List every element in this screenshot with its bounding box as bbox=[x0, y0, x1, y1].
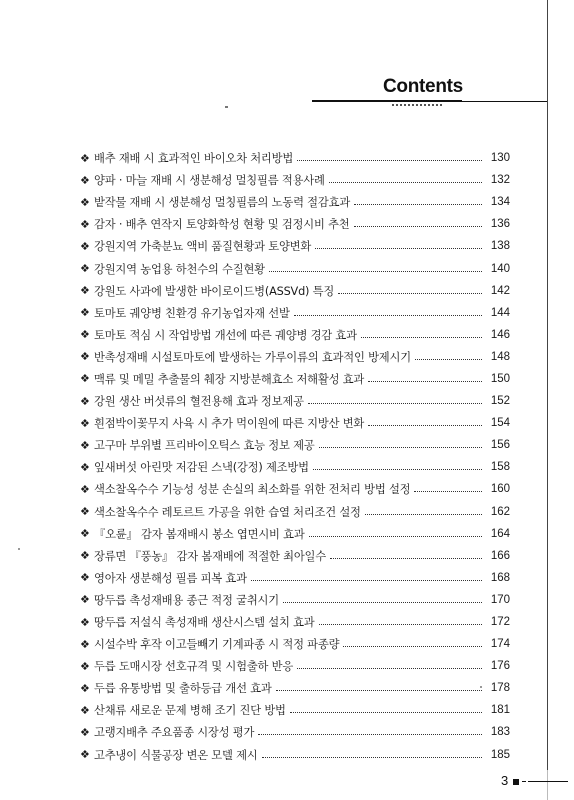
toc-entry-page: 134 bbox=[490, 196, 510, 209]
dot-leader bbox=[365, 514, 482, 515]
dot-leader bbox=[294, 315, 482, 316]
toc-entry-title: 맥류 및 메밀 추출물의 췌장 지방분해효소 저해활성 효과 bbox=[94, 372, 365, 386]
dot-leader bbox=[354, 204, 482, 205]
diamond-bullet-icon: ❖ bbox=[80, 195, 90, 209]
toc-entry-title: 영아자 생분해성 필름 피복 효과 bbox=[94, 571, 247, 585]
toc-entry-title: 흰점박이꽃무지 사육 시 추가 먹이원에 따른 지방산 변화 bbox=[94, 417, 365, 431]
toc-entry-page: 166 bbox=[490, 549, 510, 562]
toc-entry bbox=[80, 721, 510, 743]
toc-entry-page: 152 bbox=[490, 395, 510, 408]
toc-entry-page: 156 bbox=[490, 439, 510, 452]
dot-leader bbox=[258, 734, 482, 735]
toc-entry bbox=[80, 478, 510, 500]
toc-entry-title: 색소찰옥수수 기능성 성분 손실의 최소화를 위한 전처리 방법 설정 bbox=[94, 483, 411, 497]
toc-entry-title: 산채류 새로운 문제 병해 조기 진단 방법 bbox=[94, 704, 286, 718]
toc-entry bbox=[80, 412, 510, 434]
toc-entry-title: 장류면 『풍농』 감자 봄재배에 적절한 최아일수 bbox=[94, 549, 326, 563]
diamond-bullet-icon: ❖ bbox=[80, 372, 90, 386]
dot-leader bbox=[338, 293, 482, 294]
diamond-bullet-icon: ❖ bbox=[80, 748, 90, 762]
diamond-bullet-icon: ❖ bbox=[80, 284, 90, 298]
toc-entry bbox=[80, 501, 510, 523]
toc-entry bbox=[80, 324, 510, 346]
title-dotted-ornament bbox=[392, 104, 442, 108]
toc-entry-title: 양파 · 마늘 재배 시 생분해성 멀칭필름 적용사례 bbox=[94, 174, 325, 188]
toc-entry-title: 땅두릅 촉성재배용 종근 적정 굴취시기 bbox=[94, 593, 279, 607]
toc-entry bbox=[80, 147, 510, 169]
toc-entry-page: 178 bbox=[490, 682, 510, 695]
toc-entry bbox=[80, 346, 510, 368]
diamond-bullet-icon: ❖ bbox=[80, 328, 90, 342]
diamond-bullet-icon: ❖ bbox=[80, 151, 90, 165]
toc-entry bbox=[80, 434, 510, 456]
toc-entry bbox=[80, 390, 510, 412]
toc-entry-page: 132 bbox=[490, 174, 510, 187]
scan-speck bbox=[18, 548, 20, 550]
dot-leader bbox=[290, 712, 482, 713]
dot-leader bbox=[415, 359, 482, 360]
dot-leader bbox=[262, 757, 482, 758]
toc-entry-title: 강원 생산 버섯류의 혈전용해 효과 정보제공 bbox=[94, 395, 304, 409]
toc-entry-page: 168 bbox=[490, 571, 510, 584]
dot-leader bbox=[309, 536, 482, 537]
diamond-bullet-icon: ❖ bbox=[80, 217, 90, 231]
dot-leader bbox=[297, 160, 482, 161]
dot-leader bbox=[283, 602, 482, 603]
diamond-bullet-icon: ❖ bbox=[80, 725, 90, 739]
diamond-bullet-icon: ❖ bbox=[80, 637, 90, 651]
toc-entry-title: 시설수박 후작 이고들빼기 기계파종 시 적정 파종량 bbox=[94, 638, 340, 652]
dot-leader bbox=[319, 624, 483, 625]
dot-leader bbox=[269, 271, 482, 272]
toc-entry-title: 고구마 부위별 프리바이오틱스 효능 정보 제공 bbox=[94, 439, 315, 453]
dot-leader bbox=[330, 558, 482, 559]
title-underline bbox=[312, 100, 462, 102]
diamond-bullet-icon: ❖ bbox=[80, 350, 90, 364]
toc-entry-page: 140 bbox=[490, 262, 510, 275]
toc-entry-page: 164 bbox=[490, 527, 510, 540]
toc-entry bbox=[80, 677, 510, 699]
dot-leader bbox=[313, 469, 482, 470]
footer-square-mark bbox=[513, 779, 519, 785]
toc-entry-page: 160 bbox=[490, 483, 510, 496]
toc-entry-title: 땅두릅 저설식 촉성재배 생산시스템 설치 효과 bbox=[94, 616, 315, 630]
toc-entry bbox=[80, 633, 510, 655]
diamond-bullet-icon: ❖ bbox=[80, 460, 90, 474]
toc-entry-title: 잎새버섯 아린맛 저감된 스낵(강정) 제조방법 bbox=[94, 461, 309, 475]
toc-entry-page: 136 bbox=[490, 218, 510, 231]
toc-entry-page: 130 bbox=[490, 152, 510, 165]
toc-entry-page: 144 bbox=[490, 306, 510, 319]
dot-leader bbox=[368, 425, 482, 426]
toc-entry-title: 토마토 궤양병 친환경 유기농업자재 선발 bbox=[94, 306, 290, 320]
toc-entry-page: 172 bbox=[490, 616, 510, 629]
diamond-bullet-icon: ❖ bbox=[80, 703, 90, 717]
diamond-bullet-icon: ❖ bbox=[80, 505, 90, 519]
title-underline-extension bbox=[462, 101, 547, 102]
diamond-bullet-icon: ❖ bbox=[80, 659, 90, 673]
right-edge-rule-faint bbox=[547, 770, 548, 800]
toc-entry bbox=[80, 655, 510, 677]
toc-entry-title: 밭작물 재배 시 생분해성 멀칭필름의 노동력 절감효과 bbox=[94, 196, 351, 210]
dot-leader bbox=[315, 248, 482, 249]
dot-leader bbox=[319, 447, 483, 448]
dot-leader bbox=[361, 337, 482, 338]
toc-entry bbox=[80, 611, 510, 633]
diamond-bullet-icon: ❖ bbox=[80, 615, 90, 629]
toc-entry-page: 158 bbox=[490, 461, 510, 474]
toc-entry bbox=[80, 523, 510, 545]
footer-tick bbox=[522, 781, 526, 782]
toc-entry bbox=[80, 302, 510, 324]
dot-leader bbox=[251, 580, 482, 581]
dot-leader bbox=[308, 403, 482, 404]
toc-entry-title: 반촉성재배 시설토마토에 발생하는 가루이류의 효과적인 방제시기 bbox=[94, 350, 411, 364]
toc-entry-page: 181 bbox=[490, 704, 510, 717]
toc-entry-title: 고추냉이 식물공장 변온 모델 제시 bbox=[94, 748, 258, 762]
toc-entry bbox=[80, 213, 510, 235]
diamond-bullet-icon: ❖ bbox=[80, 262, 90, 276]
toc-entry-page: 183 bbox=[490, 726, 510, 739]
scan-speck bbox=[480, 686, 482, 688]
toc-entry-title: 색소찰옥수수 레토르트 가공을 위한 습열 처리조건 설정 bbox=[94, 505, 361, 519]
toc-entry-title: 강원지역 가축분뇨 액비 품질현황과 토양변화 bbox=[94, 240, 312, 254]
dot-leader bbox=[414, 491, 482, 492]
toc-entry-page: 142 bbox=[490, 284, 510, 297]
toc-entry-title: 두릅 유통방법 및 출하등급 개선 효과 bbox=[94, 682, 272, 696]
toc-entry bbox=[80, 257, 510, 279]
toc-entry-page: 138 bbox=[490, 240, 510, 253]
toc-entry-page: 162 bbox=[490, 505, 510, 518]
diamond-bullet-icon: ❖ bbox=[80, 173, 90, 187]
diamond-bullet-icon: ❖ bbox=[80, 549, 90, 563]
toc-entry-page: 150 bbox=[490, 372, 510, 385]
toc-entry-page: 185 bbox=[490, 748, 510, 761]
toc-entry-title: 고랭지배추 주요품종 시장성 평가 bbox=[94, 726, 255, 740]
page-title: Contents bbox=[383, 76, 463, 97]
toc-entry bbox=[80, 744, 510, 766]
toc-entry-title: 토마토 적심 시 작업방법 개선에 따른 궤양병 경감 효과 bbox=[94, 328, 357, 342]
toc-entry bbox=[80, 545, 510, 567]
toc-entry bbox=[80, 191, 510, 213]
toc-entry-title: 강원지역 농업용 하천수의 수질현황 bbox=[94, 262, 265, 276]
toc-entry-title: 감자 · 배추 연작지 토양화학성 현황 및 검정시비 추천 bbox=[94, 218, 350, 232]
toc-entry bbox=[80, 368, 510, 390]
diamond-bullet-icon: ❖ bbox=[80, 571, 90, 585]
toc-entry-title: 두릅 도매시장 선호규격 및 시험출하 반응 bbox=[94, 660, 294, 674]
toc-entry-title: 『오륜』 감자 봄재배시 봉소 엽면시비 효과 bbox=[94, 527, 305, 541]
toc-entry bbox=[80, 699, 510, 721]
toc-list bbox=[80, 147, 510, 766]
toc-entry bbox=[80, 567, 510, 589]
diamond-bullet-icon: ❖ bbox=[80, 306, 90, 320]
toc-entry-page: 176 bbox=[490, 660, 510, 673]
toc-entry-page: 170 bbox=[490, 593, 510, 606]
toc-entry bbox=[80, 280, 510, 302]
dot-leader bbox=[297, 668, 482, 669]
footer-rule bbox=[528, 781, 568, 782]
diamond-bullet-icon: ❖ bbox=[80, 482, 90, 496]
right-edge-rule bbox=[547, 0, 548, 770]
dot-leader bbox=[368, 381, 482, 382]
diamond-bullet-icon: ❖ bbox=[80, 416, 90, 430]
header-mark bbox=[225, 106, 228, 108]
toc-entry-page: 146 bbox=[490, 328, 510, 341]
diamond-bullet-icon: ❖ bbox=[80, 681, 90, 695]
footer-page-number: 3 bbox=[501, 773, 509, 788]
toc-entry-title: 강원도 사과에 발생한 바이로이드병(ASSVd) 특징 bbox=[94, 284, 335, 298]
diamond-bullet-icon: ❖ bbox=[80, 239, 90, 253]
dot-leader bbox=[354, 226, 483, 227]
diamond-bullet-icon: ❖ bbox=[80, 394, 90, 408]
diamond-bullet-icon: ❖ bbox=[80, 593, 90, 607]
toc-entry-page: 148 bbox=[490, 350, 510, 363]
diamond-bullet-icon: ❖ bbox=[80, 438, 90, 452]
toc-entry-title: 배추 재배 시 효과적인 바이오차 처리방법 bbox=[94, 152, 294, 166]
dot-leader bbox=[329, 182, 482, 183]
toc-entry bbox=[80, 456, 510, 478]
toc-entry bbox=[80, 169, 510, 191]
toc-entry-page: 174 bbox=[490, 638, 510, 651]
toc-entry bbox=[80, 235, 510, 257]
diamond-bullet-icon: ❖ bbox=[80, 527, 90, 541]
toc-entry-page: 154 bbox=[490, 417, 510, 430]
toc-entry bbox=[80, 589, 510, 611]
dot-leader bbox=[343, 646, 482, 647]
dot-leader bbox=[276, 690, 482, 691]
